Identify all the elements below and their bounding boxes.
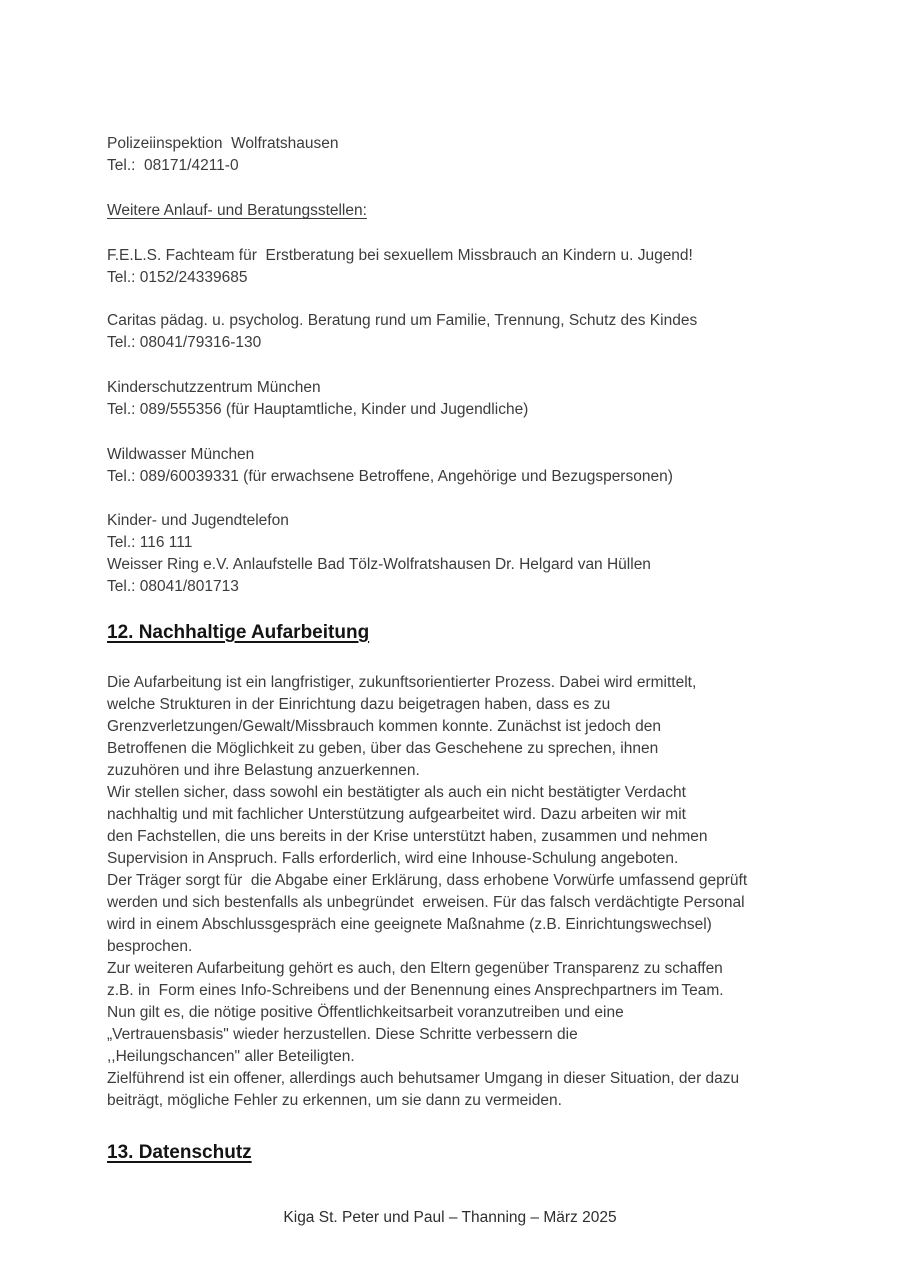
contact-phone: Tel.: 089/555356 (für Hauptamtliche, Kinder und Jugendliche) (107, 401, 529, 418)
paragraph-line: nachhaltig und mit fachlicher Unterstützung aufgearbeitet wird. Dazu arbeiten wir mit (107, 806, 686, 823)
paragraph-line: besprochen. (107, 938, 193, 955)
contact-phone: Tel.: 089/60039331 (für erwachsene Betroffene, Angehörige und Bezugspersonen) (107, 468, 673, 485)
paragraph-line: wird in einem Abschlussgespräch eine geeignete Maßnahme (z.B. Einrichtungswechsel) (107, 916, 712, 933)
paragraph-line: Grenzverletzungen/Gewalt/Missbrauch kommen konnte. Zunächst ist jedoch den (107, 718, 661, 735)
contact-name: F.E.L.S. Fachteam für Erstberatung bei sexuellem Missbrauch an Kindern u. Jugend! (107, 247, 693, 264)
paragraph-line: Zielführend ist ein offener, allerdings auch behutsamer Umgang in dieser Situation, der dazu (107, 1070, 740, 1087)
contact-phone: Tel.: 116 111 (107, 534, 193, 551)
contact-name: Caritas pädag. u. psycholog. Beratung rund um Familie, Trennung, Schutz des Kindes (107, 312, 698, 329)
contact-name: Kinder- und Jugendtelefon (107, 512, 289, 529)
paragraph-line: den Fachstellen, die uns bereits in der Krise unterstützt haben, zusammen und nehmen (107, 828, 708, 845)
contact-block-caritas (107, 310, 805, 354)
contact-name: Weisser Ring e.V. Anlaufstelle Bad Tölz-Wolfratshausen Dr. Helgard van Hüllen (107, 556, 651, 573)
contact-block-fels (107, 245, 805, 289)
contact-phone: Tel.: 08041/79316-130 (107, 334, 262, 351)
paragraph-line: Zur weiteren Aufarbeitung gehört es auch, den Eltern gegenüber Transparenz zu schaffen (107, 960, 723, 977)
section-heading-13-datenschutz: 13. Datenschutz (107, 1142, 252, 1163)
contact-phone: Tel.: 0152/24339685 (107, 269, 248, 286)
paragraph-line: z.B. in Form eines Info-Schreibens und der Benennung eines Ansprechpartners im Team. (107, 982, 724, 999)
paragraph-line: Wir stellen sicher, dass sowohl ein bestätigter als auch ein nicht bestätigter Verdacht (107, 784, 686, 801)
paragraph-line: zuzuhören und ihre Belastung anzuerkennen. (107, 762, 420, 779)
contact-name: Wildwasser München (107, 446, 255, 463)
contact-block-jugendtelefon (107, 510, 805, 598)
beratungsstellen-label: Weitere Anlauf- und Beratungsstellen: (107, 202, 367, 219)
contact-block-wildwasser (107, 444, 805, 488)
paragraph-aufarbeitung (107, 672, 805, 1112)
paragraph-line: beiträgt, mögliche Fehler zu erkennen, um sie dann zu vermeiden. (107, 1092, 562, 1109)
paragraph-line: werden und sich bestenfalls als unbegründet erweisen. Für das falsch verdächtigte Personal (107, 894, 745, 911)
contact-block-police (107, 133, 805, 177)
paragraph-line: ,,Heilungschancen" aller Beteiligten. (107, 1048, 355, 1065)
paragraph-line: „Vertrauensbasis" wieder herzustellen. Diese Schritte verbessern die (107, 1026, 578, 1043)
subsection-label-block (107, 200, 805, 222)
paragraph-line: welche Strukturen in der Einrichtung dazu beigetragen haben, dass es zu (107, 696, 611, 713)
page-footer: Kiga St. Peter und Paul – Thanning – März 2025 (283, 1209, 617, 1226)
contact-phone: Tel.: 08171/4211-0 (107, 157, 239, 174)
contact-name: Polizeiinspektion Wolfratshausen (107, 135, 339, 152)
contact-block-kinderschutzzentrum (107, 377, 805, 421)
paragraph-line: Der Träger sorgt für die Abgabe einer Erklärung, dass erhobene Vorwürfe umfassend geprüft (107, 872, 748, 889)
paragraph-line: Supervision in Anspruch. Falls erforderlich, wird eine Inhouse-Schulung angeboten. (107, 850, 679, 867)
contact-phone: Tel.: 08041/801713 (107, 578, 239, 595)
paragraph-line: Die Aufarbeitung ist ein langfristiger, zukunftsorientierter Prozess. Dabei wird ermittelt, (107, 674, 697, 691)
paragraph-line: Nun gilt es, die nötige positive Öffentlichkeitsarbeit voranzutreiben und eine (107, 1004, 624, 1021)
section-heading-12-nachhaltige-aufarbeitung: 12. Nachhaltige Aufarbeitung (107, 622, 370, 643)
contact-name: Kinderschutzzentrum München (107, 379, 321, 396)
paragraph-line: Betroffenen die Möglichkeit zu geben, über das Geschehene zu sprechen, ihnen (107, 740, 659, 757)
